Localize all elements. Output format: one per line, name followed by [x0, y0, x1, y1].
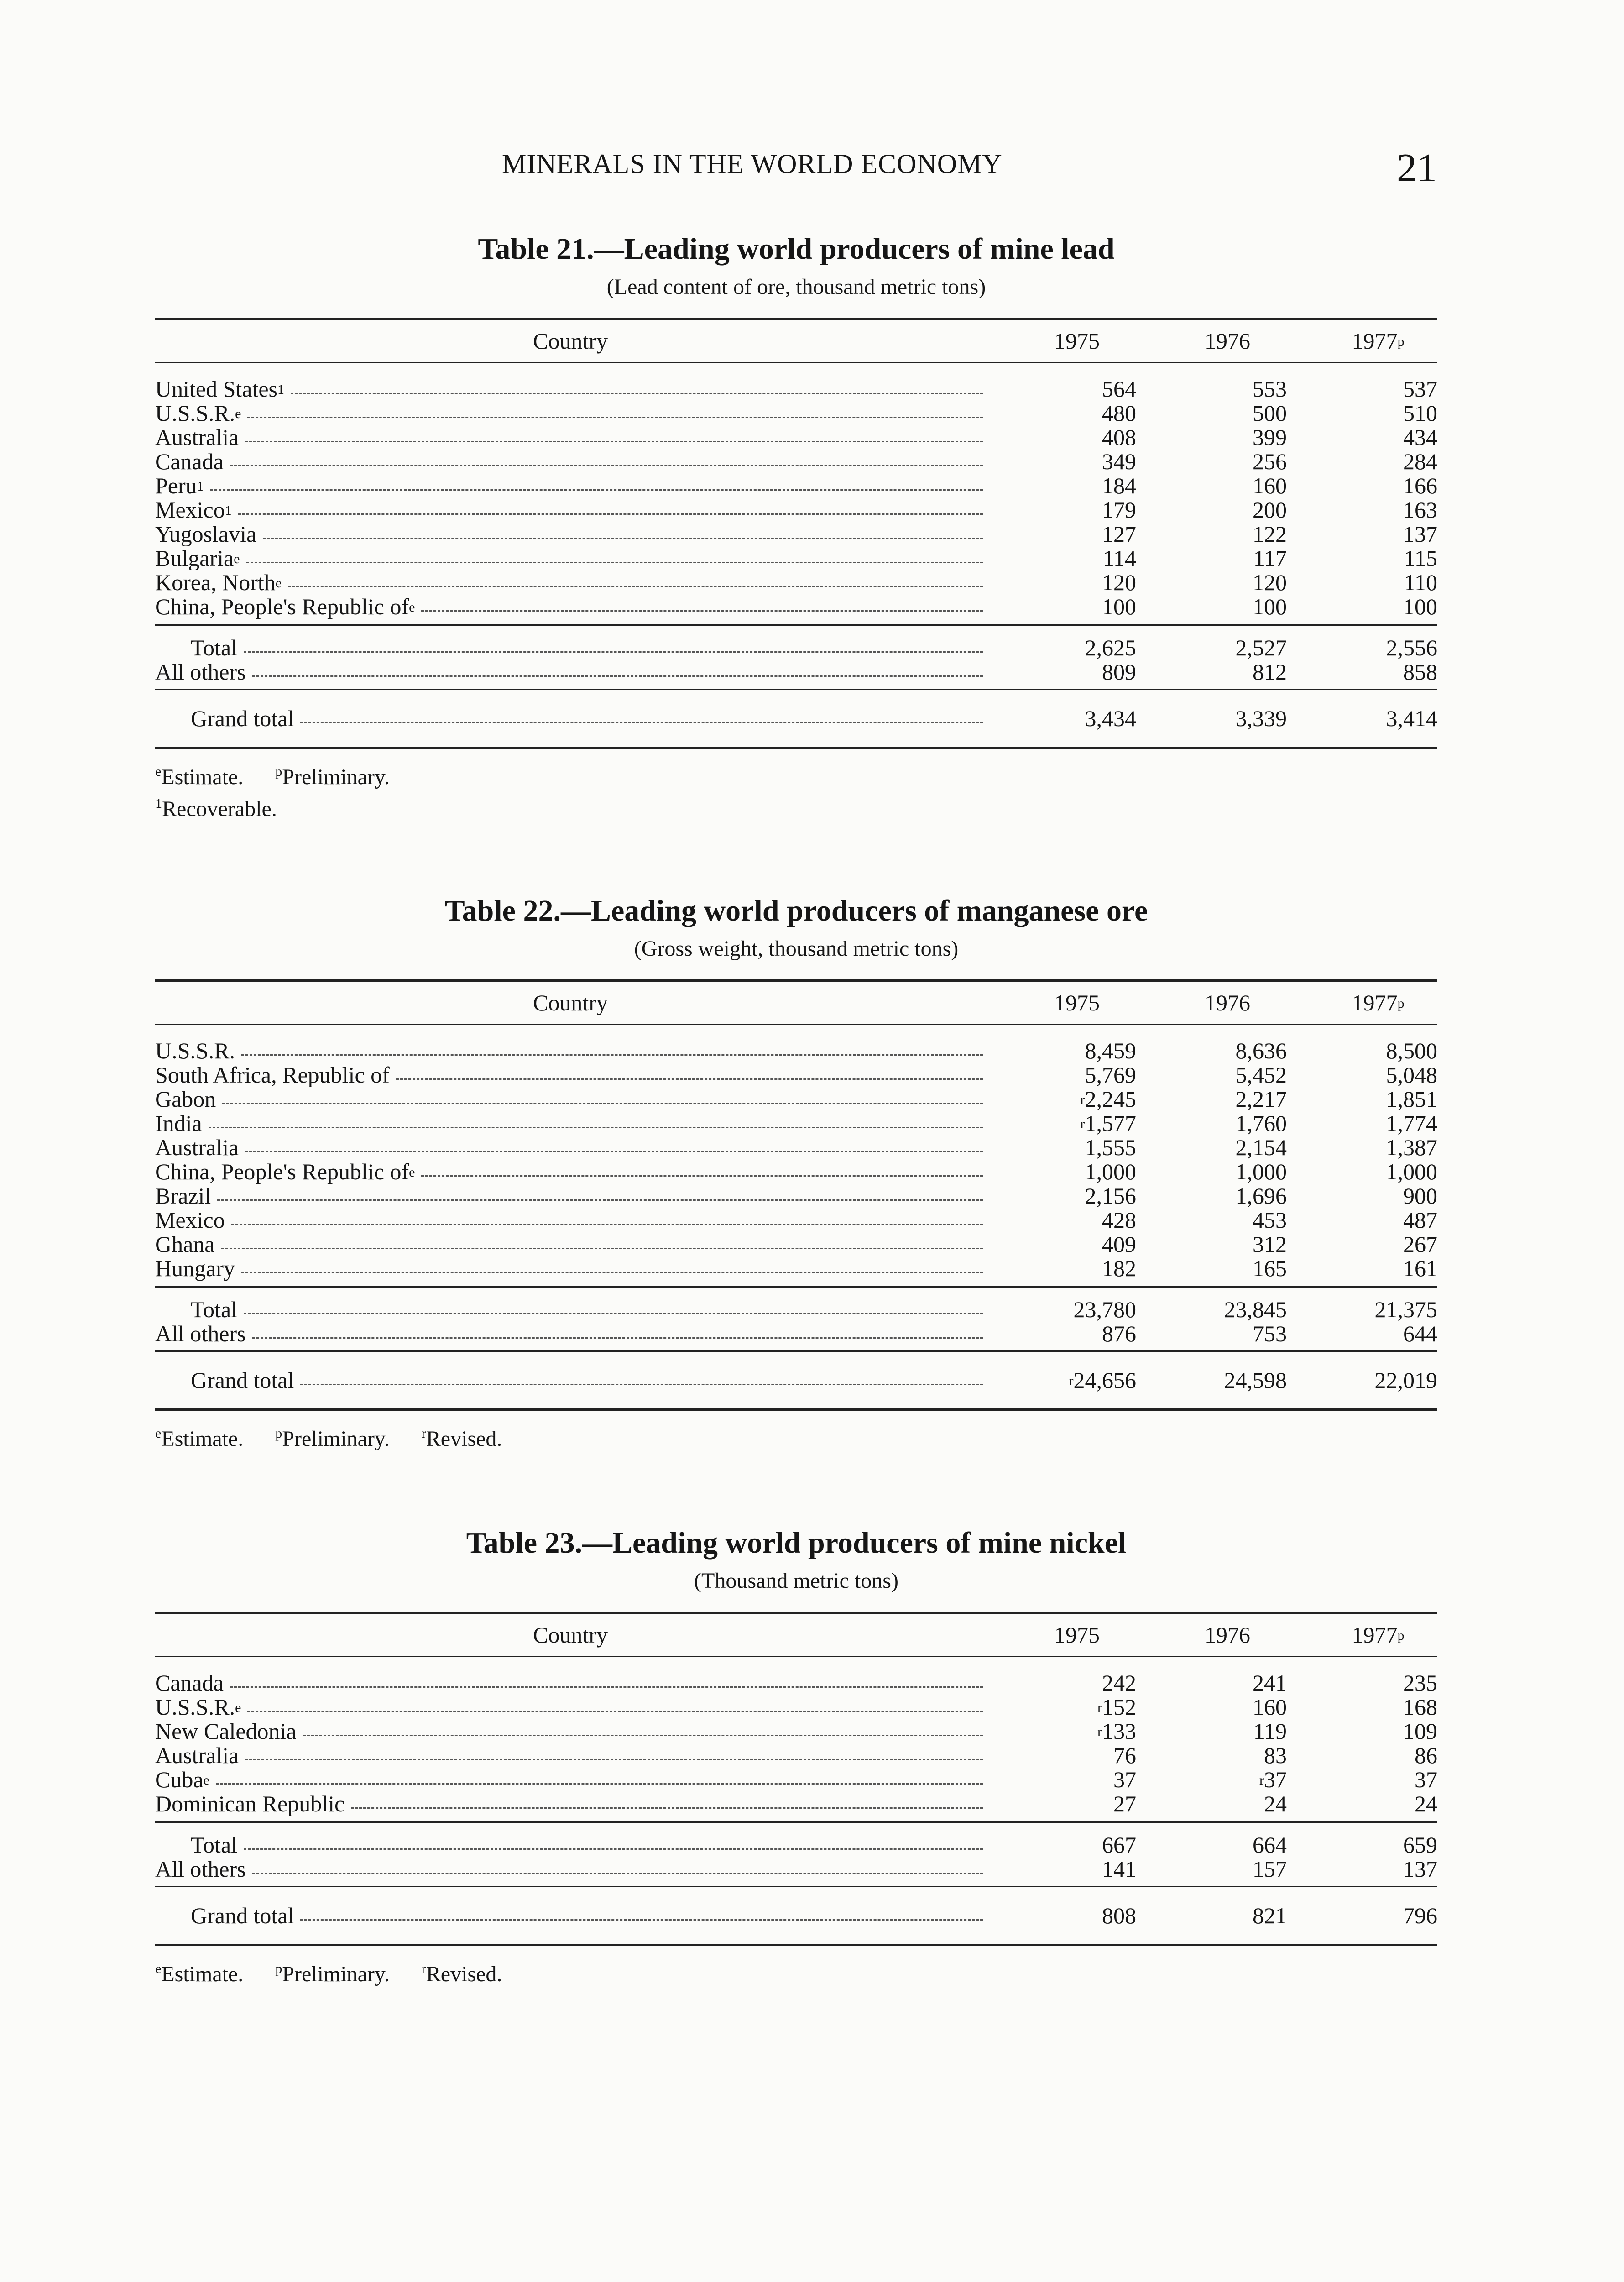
table-row: China, People's Republic $of^e$ 1,000 1,000 1,000	[155, 1158, 1437, 1184]
column-header-1975: 1975	[1054, 989, 1100, 1015]
table-21-title: Table 21.—Leading world producers of mine lead	[478, 232, 1115, 266]
table-row: Peru$^1$ 184 160 166	[155, 472, 1437, 498]
table-row: U.S.S.R. 8,459 8,636 8,500	[155, 1037, 1437, 1063]
column-header-1976: 1976	[1205, 1622, 1250, 1648]
column-header-country: Country	[533, 328, 608, 354]
table-row: Australia 408 399 434	[155, 424, 1437, 450]
table-21-footnotes: $^e$Estimate. $^p$Preliminary. $^1$Recoverable.	[155, 764, 390, 821]
table-row: Dominican Republic 27 24 24	[155, 1790, 1437, 1816]
total-row: Total 667 664 659	[191, 1832, 1437, 1858]
column-header-country: Country	[533, 1622, 608, 1648]
table-22-title: Table 22.—Leading world producers of manganese ore	[444, 894, 1148, 927]
column-header-1977: 1977$^p$	[1352, 1622, 1405, 1648]
column-header-1977: 1977$^p$	[1352, 328, 1405, 354]
column-header-1977: 1977$^p$	[1352, 989, 1405, 1015]
table-row: Canada 349 256 284	[155, 448, 1437, 474]
column-header-1975: 1975	[1054, 1622, 1100, 1648]
table-21-subtitle: (Lead content of ore, thousand metric tons)	[606, 274, 986, 299]
table-row: Korea, North$^e$ 120 120 110	[155, 569, 1437, 595]
table-row: Canada 242 241 235	[155, 1670, 1437, 1696]
grand-total-row: Grand total $^r$24,656 24,598 22,019	[191, 1367, 1437, 1393]
table-21	[155, 233, 1437, 827]
column-header-1975: 1975	[1054, 328, 1100, 354]
column-header-country: Country	[533, 989, 608, 1015]
table-22	[155, 895, 1437, 1456]
table-row: U.S.S.R.$^e$ 480 500 510	[155, 400, 1437, 426]
running-head: MINERALS IN THE WORLD ECONOMY	[502, 149, 1003, 179]
table-22-subtitle: (Gross weight, thousand metric tons)	[634, 936, 959, 961]
all-others-row: All others 141 157 137	[155, 1856, 1437, 1882]
table-row: Mexico$^1$ 179 200 163	[155, 497, 1437, 523]
table-row: India $^r$1,577 1,760 1,774	[155, 1110, 1437, 1136]
table-23-header	[155, 1612, 1437, 1657]
table-23-footnotes: $^e$Estimate. $^p$Preliminary. $^r$Revised.	[155, 1961, 502, 1986]
total-row: Total 2,625 2,527 2,556	[191, 634, 1437, 660]
table-23-subtitle: (Thousand metric tons)	[694, 1568, 898, 1593]
table-row: Brazil 2,156 1,696 900	[155, 1183, 1437, 1209]
table-row: Bulgaria$^e$ 114 117 115	[155, 545, 1437, 571]
table-row: Mexico 428 453 487	[155, 1207, 1437, 1233]
table-21-header	[155, 318, 1437, 363]
table-row: United States$^1$ 564 553 537	[155, 376, 1437, 402]
total-row: Total 23,780 23,845 21,375	[191, 1296, 1437, 1322]
table-23-body	[155, 1657, 1437, 1946]
all-others-row: All others 876 753 644	[155, 1320, 1437, 1346]
table-22-footnotes: $^e$Estimate. $^p$Preliminary. $^r$Revised.	[155, 1425, 502, 1451]
table-22-header	[155, 979, 1437, 1025]
table-23-title: Table 23.—Leading world producers of mine nickel	[466, 1526, 1127, 1560]
table-row: U.S.S.R.$^e$ $^r$152 160 168	[155, 1694, 1437, 1720]
grand-total-row: Grand total 808 821 796	[191, 1902, 1437, 1928]
table-row: Cuba$^e$ 37 $^r$37 37	[155, 1766, 1437, 1792]
column-header-1976: 1976	[1205, 328, 1250, 354]
table-21-body	[155, 363, 1437, 749]
page-number: 21	[1397, 146, 1437, 190]
table-row: New Caledonia $^r$133 119 109	[155, 1718, 1437, 1744]
table-23	[155, 1527, 1437, 1992]
table-22-body	[155, 1025, 1437, 1411]
table-row: Hungary 182 165 161	[155, 1255, 1437, 1281]
table-row: China, People's Republic $of^e$ 100 100 100	[155, 593, 1437, 619]
table-row: Australia 1,555 2,154 1,387	[155, 1134, 1437, 1160]
column-header-1976: 1976	[1205, 989, 1250, 1015]
table-row: Gabon $^r$2,245 2,217 1,851	[155, 1086, 1437, 1112]
all-others-row: All others 809 812 858	[155, 659, 1437, 685]
table-row: Ghana 409 312 267	[155, 1231, 1437, 1257]
grand-total-row: Grand total 3,434 3,339 3,414	[191, 705, 1437, 731]
table-row: Yugoslavia 127 122 137	[155, 521, 1437, 547]
table-row: South Africa, Republic of 5,769 5,452 5,048	[155, 1062, 1437, 1088]
table-row: Australia 76 83 86	[155, 1742, 1437, 1768]
